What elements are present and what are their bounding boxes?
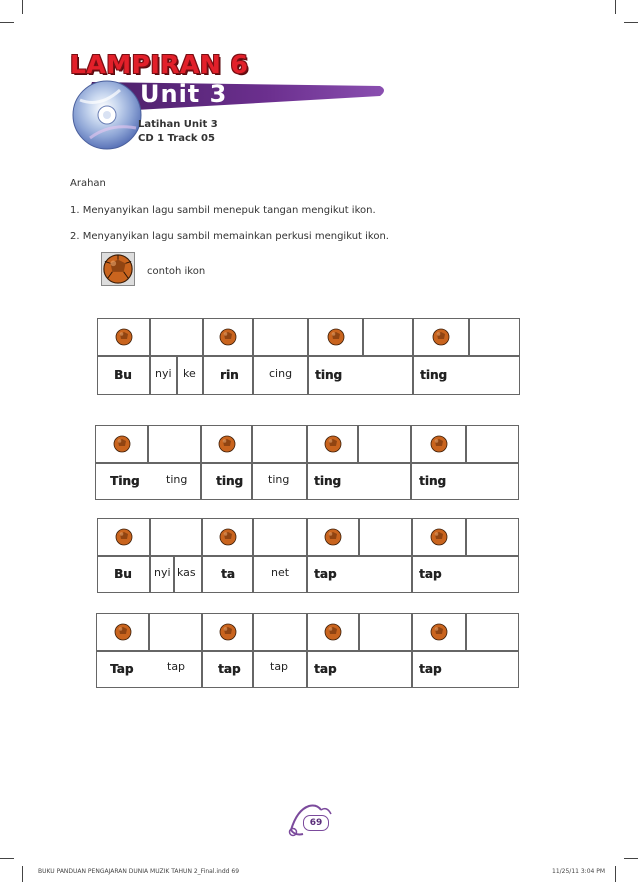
- syllable: Bu: [114, 368, 132, 382]
- syllable: tap: [314, 567, 337, 581]
- ball-icon: [430, 528, 448, 546]
- exercise-title: Latihan Unit 3: [138, 119, 218, 130]
- beat-cell: [97, 318, 150, 356]
- syllable: tap: [419, 662, 442, 676]
- beat-cell: [307, 518, 359, 556]
- ball-icon: [324, 623, 342, 641]
- unit-title: Unit 3: [140, 80, 228, 108]
- syllable: cing: [269, 367, 293, 380]
- rest-cell: [466, 425, 519, 463]
- crop-mark: [0, 22, 14, 23]
- rest-cell: [252, 425, 307, 463]
- crop-mark: [615, 866, 616, 882]
- ball-icon: [115, 528, 133, 546]
- syllable: ting: [315, 368, 342, 382]
- syllable: Tap: [110, 662, 134, 676]
- cd-disc-icon: [70, 78, 144, 152]
- sample-icon: [101, 252, 135, 286]
- rest-cell: [466, 518, 519, 556]
- syllable: Bu: [114, 567, 132, 581]
- instructions-heading: Arahan: [70, 178, 106, 189]
- crop-mark: [22, 866, 23, 882]
- instruction-item: 1. Menyanyikan lagu sambil menepuk tangan mengikut ikon.: [70, 205, 376, 216]
- rest-cell: [150, 318, 203, 356]
- ball-icon: [113, 435, 131, 453]
- rest-cell: [150, 518, 202, 556]
- syllable: net: [271, 566, 290, 579]
- syllable: kas: [177, 566, 196, 579]
- syllable: tap: [167, 660, 186, 673]
- ball-icon: [219, 328, 237, 346]
- crop-mark: [0, 858, 14, 859]
- crop-mark: [624, 858, 638, 859]
- ball-icon: [327, 328, 345, 346]
- syllable: tap: [314, 662, 337, 676]
- ball-icon: [218, 435, 236, 453]
- cd-track: CD 1 Track 05: [138, 133, 215, 144]
- syllable: ting: [419, 474, 446, 488]
- crop-mark: [22, 0, 23, 14]
- ball-icon: [115, 328, 133, 346]
- beat-cell: [412, 613, 466, 651]
- lampiran-title: LAMPIRAN 6: [70, 50, 249, 79]
- instruction-item: 2. Menyanyikan lagu sambil memainkan perkusi mengikut ikon.: [70, 231, 389, 242]
- crop-mark: [615, 0, 616, 14]
- syllable: ting: [216, 474, 243, 488]
- beat-cell: [307, 613, 359, 651]
- exercise-info: [138, 118, 218, 146]
- beat-cell: [412, 518, 466, 556]
- beat-cell: [308, 318, 363, 356]
- beat-cell: [201, 425, 252, 463]
- beat-cell: [95, 425, 148, 463]
- syllable: ke: [183, 367, 196, 380]
- ball-icon: [102, 253, 134, 285]
- footer-file-info: BUKU PANDUAN PENGAJARAN DUNIA MUZIK TAHUN 2_Final.indd 69: [38, 868, 240, 875]
- syllable: nyi: [154, 566, 171, 579]
- ball-icon: [219, 528, 237, 546]
- rest-cell: [149, 613, 202, 651]
- rest-cell: [253, 613, 307, 651]
- ball-icon: [430, 623, 448, 641]
- rest-cell: [363, 318, 413, 356]
- rest-cell: [253, 518, 307, 556]
- rest-cell: [358, 425, 411, 463]
- beat-cell: [202, 518, 253, 556]
- crop-mark: [624, 22, 638, 23]
- rest-cell: [359, 613, 412, 651]
- ball-icon: [324, 435, 342, 453]
- page-number: 69: [303, 815, 329, 831]
- sample-label: contoh ikon: [147, 266, 206, 277]
- ball-icon: [219, 623, 237, 641]
- ball-icon: [324, 528, 342, 546]
- syllable: ting: [166, 473, 188, 486]
- beat-cell: [411, 425, 466, 463]
- syllable: rin: [220, 368, 239, 382]
- ball-icon: [432, 328, 450, 346]
- syllable: ting: [420, 368, 447, 382]
- beat-cell: [413, 318, 469, 356]
- footer-timestamp: 11/25/11 3:04 PM: [552, 868, 606, 875]
- syllable: tap: [218, 662, 241, 676]
- rest-cell: [469, 318, 520, 356]
- rest-cell: [148, 425, 201, 463]
- beat-cell: [203, 318, 253, 356]
- syllable: tap: [270, 660, 289, 673]
- ball-icon: [114, 623, 132, 641]
- ball-icon: [430, 435, 448, 453]
- syllable: nyi: [155, 367, 172, 380]
- beat-cell: [96, 613, 149, 651]
- rest-cell: [253, 318, 308, 356]
- syllable: ting: [268, 473, 290, 486]
- syllable: ta: [221, 567, 235, 581]
- beat-cell: [97, 518, 150, 556]
- rest-cell: [466, 613, 519, 651]
- beat-cell: [202, 613, 253, 651]
- rest-cell: [359, 518, 412, 556]
- syllable: tap: [419, 567, 442, 581]
- beat-cell: [307, 425, 358, 463]
- syllable: Ting: [110, 474, 140, 488]
- syllable: ting: [314, 474, 341, 488]
